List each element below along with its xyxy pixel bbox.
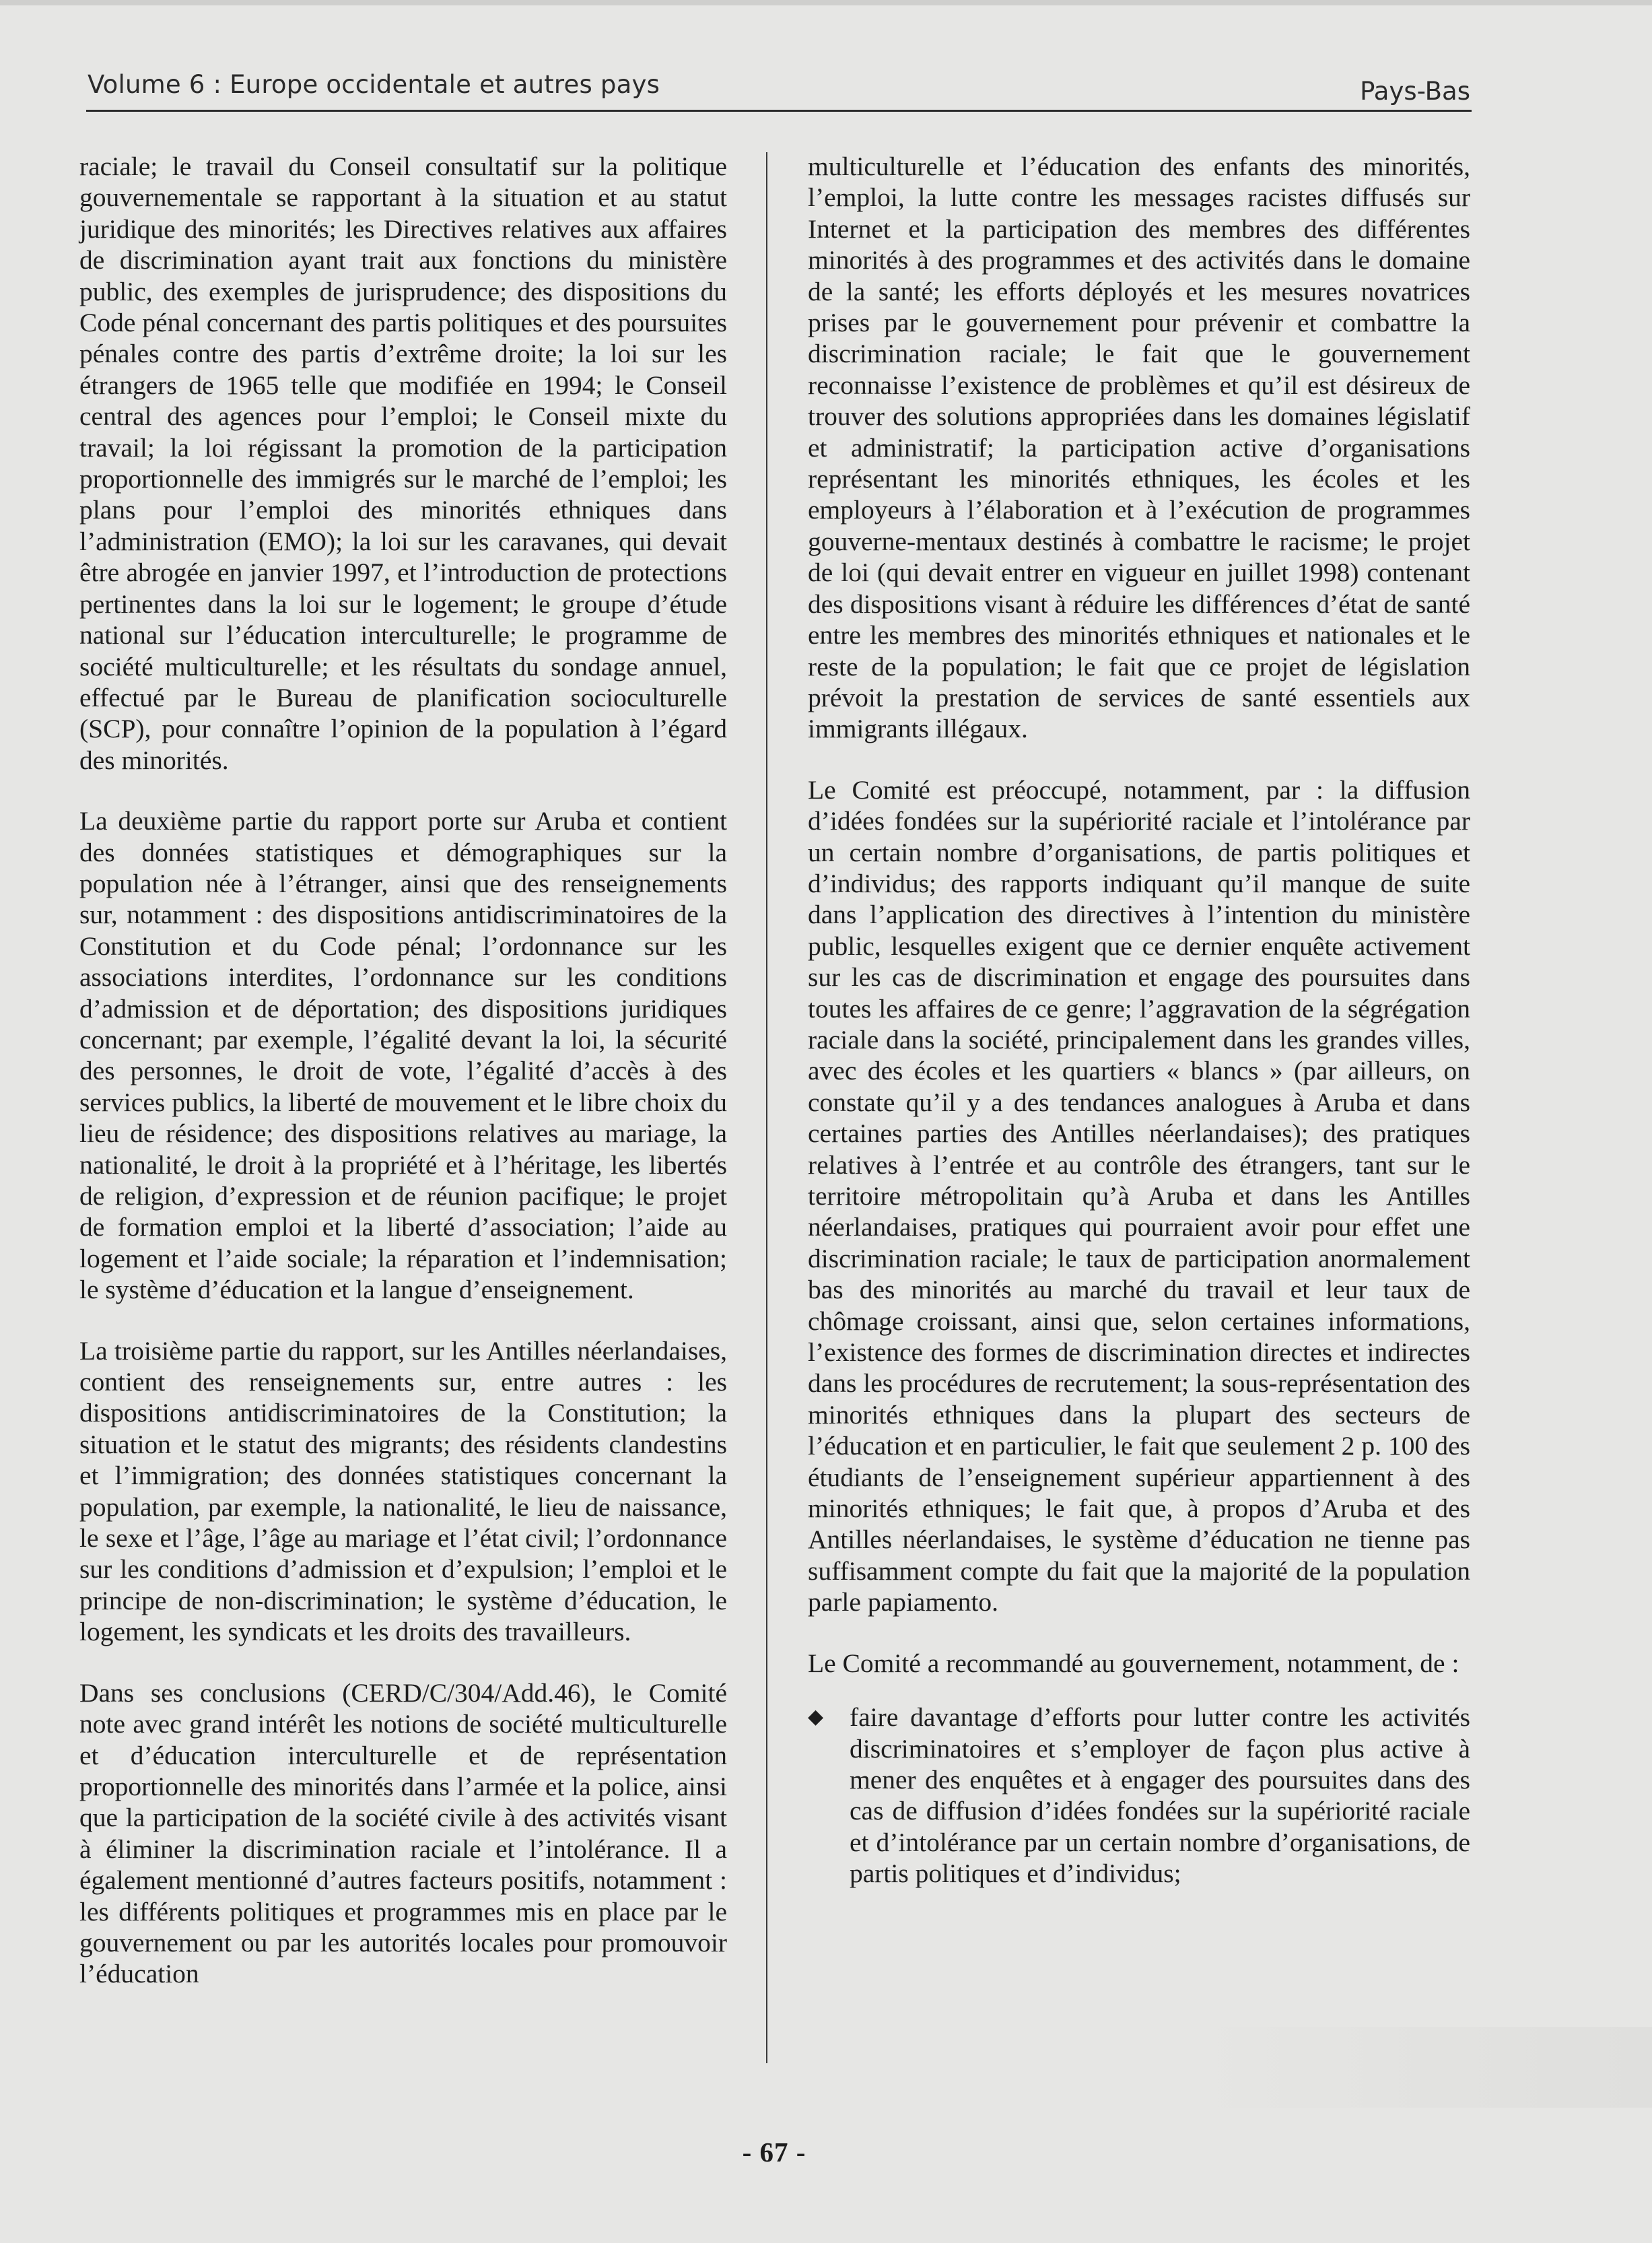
- header-country: Pays-Bas: [1360, 77, 1470, 106]
- page-top-edge: [0, 0, 1652, 5]
- right-paragraph-1: multiculturelle et l’éducation des enfants des minorités, l’emploi, la lutte contre les messages racistes diffusés sur Internet et la participation des membres des différentes minorités à des programmes et des activités dans le domaine de la santé; les efforts déployés et les mesures novatrices prises par le gouvernement pour prévenir et combattre la discrimination raciale; le fait que le gouvernement reconnaisse l’existence de problèmes et qu’il est désireux de trouver des solutions appropriées dans les domaines législatif et administratif; la participation active d’organisations représentant les minorités ethniques, les écoles et les employeurs à l’élaboration et à l’exécution de programmes gouverne-mentaux destinés à combattre le racisme; le projet de loi (qui devait entrer en vigueur en juillet 1998) contenant des dispositions visant à réduire les différences d’état de santé entre les membres des minorités ethniques et nationales et le reste de la population; le fait que ce projet de législation prévoit la prestation de services de santé essentiels aux immigrants illégaux.: [808, 152, 1470, 744]
- right-paragraph-3: Le Comité a recommandé au gouvernement, notamment, de :: [808, 1648, 1459, 1678]
- scan-shadow: [1185, 2027, 1652, 2108]
- left-paragraph-3: La troisième partie du rapport, sur les Antilles néerlandaises, contient des renseignements sur, entre autres : les dispositions antidiscriminatoires de la Constitution; la situation et le statut des migrants; des résidents clandestins et l’immigration; des données statistiques concernant la population, par exemple, la nationalité, le lieu de naissance, le sexe et l’âge, l’âge au mariage et l’état civil; l’ordonnance sur les conditions d’admission et d’expulsion; l’emploi et le principe de non-discrimination; le système d’éducation, le logement, les syndicats et les droits des travailleurs.: [79, 1335, 727, 1647]
- left-paragraph-1: raciale; le travail du Conseil consultatif sur la politique gouvernementale se rapportant à la situation et au statut juridique des minorités; les Directives relatives aux affaires de discrimination ayant trait aux fonctions du ministère public, des exemples de jurisprudence; des dispositions du Code pénal concernant des partis politiques et des poursuites pénales contre des partis d’extrême droite; la loi sur les étrangers de 1965 telle que modifiée en 1994; le Conseil central des agences pour l’emploi; le Conseil mixte du travail; la loi régissant la promotion de la participation proportionnelle des immigrés sur le marché de l’emploi; les plans pour l’emploi des minorités ethniques dans l’administration (EMO); la loi sur les caravanes, qui devait être abrogée en janvier 1997, et l’introduction de protections pertinentes dans la loi sur le logement; le groupe d’étude national sur l’éducation interculturelle; le programme de société multiculturelle; et les résultats du sondage annuel, effectué par le Bureau de planification socioculturelle (SCP), pour connaître l’opinion de la population à l’égard des minorités.: [79, 152, 727, 775]
- right-paragraph-2: Le Comité est préoccupé, notamment, par : la diffusion d’idées fondées sur la supériorité raciale et l’intolérance par un certain nombre d’organisations, de partis politiques et d’individus; des rapports indiquant qu’il manque de suite dans l’application des directives à l’intention du ministère public, lesquelles exigent que ce dernier enquête activement sur les cas de discrimination et engage des poursuites dans toutes les affaires de ce genre; l’aggravation de la ségrégation raciale dans la société, principalement dans les grandes villes, avec des écoles et les quartiers « blancs » (par ailleurs, on constate qu’il y a des tendances analogues à Aruba et dans certaines parties des Antilles néerlandaises); des pratiques relatives à l’entrée et au contrôle des étrangers, tant sur le territoire métropolitain qu’à Aruba et dans les Antilles néerlandaises, pratiques qui pourraient avoir pour effet une discrimination raciale; le taux de participation anormalement bas des minorités au marché du travail et leur taux de chômage croissant, ainsi que, selon certaines informations, l’existence des formes de discrimination directes et indirectes dans les procédures de recrutement; la sous-représentation des minorités ethniques dans la plupart des secteurs de l’éducation et en particulier, le fait que seulement 2 p. 100 des étudiants de l’enseignement supérieur appartiennent à des minorités ethniques; le fait que, à propos d’Aruba et des Antilles néerlandaises, le système d’éducation ne tienne pas suffisamment compte du fait que la majorité de la population parle papiamento.: [808, 774, 1470, 1617]
- left-column: [79, 151, 727, 2063]
- list-item-text: faire davantage d’efforts pour lutter contre les activités discriminatoires et s’employer de façon plus active à mener des enquêtes et à engager des poursuites dans des cas de diffusion d’idées fondées sur la supériorité raciale et d’intolérance par un certain nombre d’organisations, de partis politiques et d’individus;: [850, 1702, 1470, 1889]
- column-divider: [766, 152, 767, 2063]
- left-paragraph-2: La deuxième partie du rapport porte sur Aruba et contient des données statistiques et démographiques sur la population née à l’étranger, ainsi que des renseignements sur, notamment : des dispositions antidiscriminatoires de la Constitution et du Code pénal; l’ordonnance sur les associations interdites, l’ordonnance sur les conditions d’admission et de déportation; des dispositions juridiques concernant; par exemple, l’égalité devant la loi, la sécurité des personnes, le droit de vote, l’égalité d’accès à des services publics, la liberté de mouvement et le libre choix du lieu de résidence; des dispositions relatives au mariage, la nationalité, le droit à la propriété et à l’héritage, les libertés de religion, d’expression et de réunion pacifique; le projet de formation emploi et la liberté d’association; l’aide au logement et l’aide sociale; la réparation et l’indemnisation; le système d’éducation et la langue d’enseignement.: [79, 806, 727, 1305]
- diamond-bullet-icon: ◆: [808, 1706, 824, 1729]
- recommendation-list: [808, 1702, 1470, 1889]
- right-column: [808, 151, 1470, 2063]
- running-header: [86, 70, 1472, 112]
- header-rule: [86, 110, 1472, 112]
- list-item: [808, 1702, 1470, 1889]
- header-volume-title: Volume 6 : Europe occidentale et autres pays: [88, 70, 660, 99]
- page-number: - 67 -: [742, 2137, 806, 2168]
- left-paragraph-4: Dans ses conclusions (CERD/C/304/Add.46), le Comité note avec grand intérêt les notions de société multiculturelle et d’éducation interculturelle et de représentation proportionnelle des minorités dans l’armée et la police, ainsi que la participation de la société civile à des activités visant à éliminer la discrimination raciale et l’intolérance. Il a également mentionné d’autres facteurs positifs, notamment : les différents politiques et programmes mis en place par le gouvernement ou par les autorités locales pour promouvoir l’éducation: [79, 1677, 727, 1989]
